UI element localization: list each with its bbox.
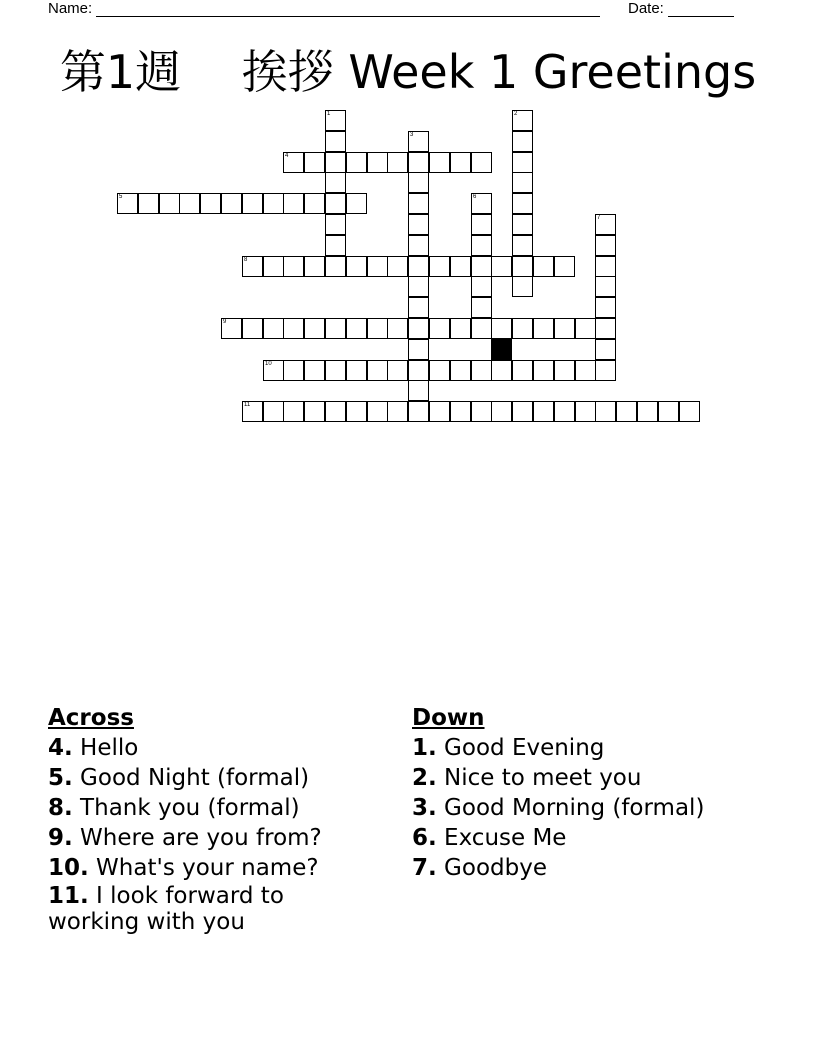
grid-cell[interactable] xyxy=(595,360,616,381)
across-clue xyxy=(48,823,348,853)
across-clue-text: Good Night (formal) xyxy=(72,765,310,791)
grid-cell[interactable] xyxy=(387,401,408,422)
black-cell xyxy=(491,339,512,360)
grid-cell[interactable] xyxy=(304,152,325,173)
grid-cell[interactable] xyxy=(471,276,492,297)
grid-cell[interactable] xyxy=(533,318,554,339)
grid-cell[interactable] xyxy=(408,131,429,152)
grid-cell[interactable] xyxy=(512,110,533,131)
grid-cell[interactable] xyxy=(346,193,367,214)
grid-cell[interactable] xyxy=(450,152,471,173)
across-heading: Across xyxy=(48,705,134,731)
grid-cell[interactable] xyxy=(595,276,616,297)
grid-cell[interactable] xyxy=(387,318,408,339)
grid-cell[interactable] xyxy=(575,360,596,381)
cell-number: 2 xyxy=(514,111,518,117)
down-clue-text: Good Evening xyxy=(436,735,605,761)
across-clue-text: Where are you from? xyxy=(72,825,322,851)
grid-cell[interactable] xyxy=(471,214,492,235)
grid-cell[interactable] xyxy=(117,193,138,214)
grid-cell[interactable] xyxy=(450,256,471,277)
grid-cell[interactable] xyxy=(408,318,429,339)
across-clue-text: Thank you (formal) xyxy=(72,795,300,821)
grid-cell[interactable] xyxy=(408,380,429,401)
down-clue-number: 6. xyxy=(412,825,437,851)
down-clue xyxy=(412,733,772,763)
grid-cell[interactable] xyxy=(325,256,346,277)
grid-cell[interactable] xyxy=(346,360,367,381)
grid-cell[interactable] xyxy=(242,256,263,277)
cell-number: 9 xyxy=(223,319,227,325)
grid-cell[interactable] xyxy=(471,318,492,339)
grid-cell[interactable] xyxy=(512,276,533,297)
grid-cell[interactable] xyxy=(595,256,616,277)
down-clue-text: Excuse Me xyxy=(436,825,567,851)
grid-cell[interactable] xyxy=(471,256,492,277)
grid-cell[interactable] xyxy=(367,152,388,173)
grid-cell[interactable] xyxy=(263,193,284,214)
cell-number: 8 xyxy=(244,257,248,263)
grid-cell[interactable] xyxy=(512,131,533,152)
grid-cell[interactable] xyxy=(408,276,429,297)
down-clue-number: 7. xyxy=(412,855,437,881)
grid-cell[interactable] xyxy=(429,360,450,381)
grid-cell[interactable] xyxy=(283,318,304,339)
down-clue xyxy=(412,793,772,823)
across-clue-text: Hello xyxy=(72,735,139,761)
across-clue-number: 9. xyxy=(48,825,73,851)
grid-cell[interactable] xyxy=(575,318,596,339)
grid-cell[interactable] xyxy=(325,193,346,214)
grid-cell[interactable] xyxy=(325,235,346,256)
grid-cell[interactable] xyxy=(325,131,346,152)
grid-cell[interactable] xyxy=(325,318,346,339)
grid-cell[interactable] xyxy=(408,360,429,381)
across-clue xyxy=(48,883,348,935)
grid-cell[interactable] xyxy=(429,318,450,339)
cell-number: 10 xyxy=(265,361,272,367)
across-clue-number: 10. xyxy=(48,855,89,881)
grid-cell[interactable] xyxy=(595,214,616,235)
grid-cell[interactable] xyxy=(450,360,471,381)
down-clue-number: 3. xyxy=(412,795,437,821)
grid-cell[interactable] xyxy=(283,360,304,381)
across-clue xyxy=(48,793,348,823)
grid-cell[interactable] xyxy=(283,193,304,214)
across-clue xyxy=(48,853,348,883)
grid-cell[interactable] xyxy=(554,360,575,381)
grid-cell[interactable] xyxy=(658,401,679,422)
down-clue-text: Good Morning (formal) xyxy=(436,795,705,821)
grid-cell[interactable] xyxy=(429,256,450,277)
grid-cell[interactable] xyxy=(554,318,575,339)
grid-cell[interactable] xyxy=(283,256,304,277)
across-clue-number: 8. xyxy=(48,795,73,821)
grid-cell[interactable] xyxy=(304,193,325,214)
grid-cell[interactable] xyxy=(408,214,429,235)
grid-cell[interactable] xyxy=(491,360,512,381)
grid-cell[interactable] xyxy=(346,152,367,173)
down-clue xyxy=(412,763,772,793)
across-clue-number: 5. xyxy=(48,765,73,791)
grid-cell[interactable] xyxy=(221,318,242,339)
page-title: 第1週 挨拶 Week 1 Greetings xyxy=(59,45,757,99)
cell-number: 1 xyxy=(327,111,331,117)
grid-cell[interactable] xyxy=(595,297,616,318)
grid-cell[interactable] xyxy=(554,401,575,422)
grid-cell[interactable] xyxy=(367,318,388,339)
down-clues xyxy=(412,703,772,883)
grid-cell[interactable] xyxy=(512,235,533,256)
grid-cell[interactable] xyxy=(367,401,388,422)
grid-cell[interactable] xyxy=(429,152,450,173)
name-label: Name: xyxy=(48,0,93,17)
across-clue-number: 4. xyxy=(48,735,73,761)
grid-cell[interactable] xyxy=(575,401,596,422)
grid-cell[interactable] xyxy=(408,256,429,277)
cell-number: 6 xyxy=(473,194,477,200)
grid-cell[interactable] xyxy=(595,401,616,422)
grid-cell[interactable] xyxy=(283,152,304,173)
across-clue-text: I look forward to working with you xyxy=(48,883,284,935)
grid-cell[interactable] xyxy=(263,360,284,381)
grid-cell[interactable] xyxy=(679,401,700,422)
grid-cell[interactable] xyxy=(450,401,471,422)
down-clue-number: 1. xyxy=(412,735,437,761)
grid-cell[interactable] xyxy=(533,256,554,277)
grid-cell[interactable] xyxy=(408,235,429,256)
grid-cell[interactable] xyxy=(346,318,367,339)
grid-cell[interactable] xyxy=(325,152,346,173)
cell-number: 4 xyxy=(285,153,289,159)
grid-cell[interactable] xyxy=(491,318,512,339)
date-label: Date: xyxy=(628,0,664,17)
grid-cell[interactable] xyxy=(512,360,533,381)
grid-cell[interactable] xyxy=(533,360,554,381)
grid-cell[interactable] xyxy=(471,193,492,214)
grid-cell[interactable] xyxy=(325,360,346,381)
grid-cell[interactable] xyxy=(450,318,471,339)
grid-cell[interactable] xyxy=(304,318,325,339)
grid-cell[interactable] xyxy=(429,401,450,422)
grid-cell[interactable] xyxy=(221,193,242,214)
grid-cell[interactable] xyxy=(367,360,388,381)
down-heading: Down xyxy=(412,705,485,731)
grid-cell[interactable] xyxy=(346,401,367,422)
grid-cell[interactable] xyxy=(491,401,512,422)
grid-cell[interactable] xyxy=(367,256,388,277)
grid-cell[interactable] xyxy=(263,401,284,422)
grid-cell[interactable] xyxy=(138,193,159,214)
across-clue-number: 11. xyxy=(48,883,89,909)
grid-cell[interactable] xyxy=(304,401,325,422)
grid-cell[interactable] xyxy=(242,401,263,422)
grid-cell[interactable] xyxy=(512,256,533,277)
grid-cell[interactable] xyxy=(325,172,346,193)
across-clues xyxy=(48,703,348,935)
grid-cell[interactable] xyxy=(179,193,200,214)
across-clue xyxy=(48,763,348,793)
grid-cell[interactable] xyxy=(637,401,658,422)
grid-cell[interactable] xyxy=(387,360,408,381)
grid-cell[interactable] xyxy=(346,256,367,277)
grid-cell[interactable] xyxy=(387,256,408,277)
grid-cell[interactable] xyxy=(159,193,180,214)
cell-number: 5 xyxy=(119,194,123,200)
down-clue xyxy=(412,853,772,883)
grid-cell[interactable] xyxy=(595,339,616,360)
grid-cell[interactable] xyxy=(512,401,533,422)
grid-cell[interactable] xyxy=(283,401,304,422)
grid-cell[interactable] xyxy=(471,297,492,318)
grid-cell[interactable] xyxy=(408,193,429,214)
grid-cell[interactable] xyxy=(512,214,533,235)
grid-cell[interactable] xyxy=(408,339,429,360)
grid-cell[interactable] xyxy=(325,214,346,235)
grid-cell[interactable] xyxy=(242,193,263,214)
grid-cell[interactable] xyxy=(471,401,492,422)
across-clue xyxy=(48,733,348,763)
grid-cell[interactable] xyxy=(408,297,429,318)
grid-cell[interactable] xyxy=(595,318,616,339)
grid-cell[interactable] xyxy=(616,401,637,422)
down-clue-number: 2. xyxy=(412,765,437,791)
down-clue xyxy=(412,823,772,853)
grid-cell[interactable] xyxy=(408,172,429,193)
grid-cell[interactable] xyxy=(200,193,221,214)
down-clue-text: Goodbye xyxy=(436,855,547,881)
grid-cell[interactable] xyxy=(408,152,429,173)
grid-cell[interactable] xyxy=(554,256,575,277)
grid-cell[interactable] xyxy=(325,110,346,131)
grid-cell[interactable] xyxy=(263,256,284,277)
grid-cell[interactable] xyxy=(325,401,346,422)
grid-cell[interactable] xyxy=(512,193,533,214)
across-clue-text: What's your name? xyxy=(88,855,319,881)
cell-number: 3 xyxy=(410,132,414,138)
grid-cell[interactable] xyxy=(471,360,492,381)
cell-number: 7 xyxy=(597,215,601,221)
grid-cell[interactable] xyxy=(533,401,554,422)
grid-cell[interactable] xyxy=(595,235,616,256)
grid-cell[interactable] xyxy=(471,152,492,173)
grid-cell[interactable] xyxy=(512,318,533,339)
grid-cell[interactable] xyxy=(242,318,263,339)
grid-cell[interactable] xyxy=(512,172,533,193)
grid-cell[interactable] xyxy=(304,360,325,381)
grid-cell[interactable] xyxy=(512,152,533,173)
cell-number: 11 xyxy=(244,402,251,408)
grid-cell[interactable] xyxy=(387,152,408,173)
grid-cell[interactable] xyxy=(491,256,512,277)
grid-cell[interactable] xyxy=(263,318,284,339)
grid-cell[interactable] xyxy=(408,401,429,422)
grid-cell[interactable] xyxy=(304,256,325,277)
grid-cell[interactable] xyxy=(471,235,492,256)
down-clue-text: Nice to meet you xyxy=(436,765,642,791)
